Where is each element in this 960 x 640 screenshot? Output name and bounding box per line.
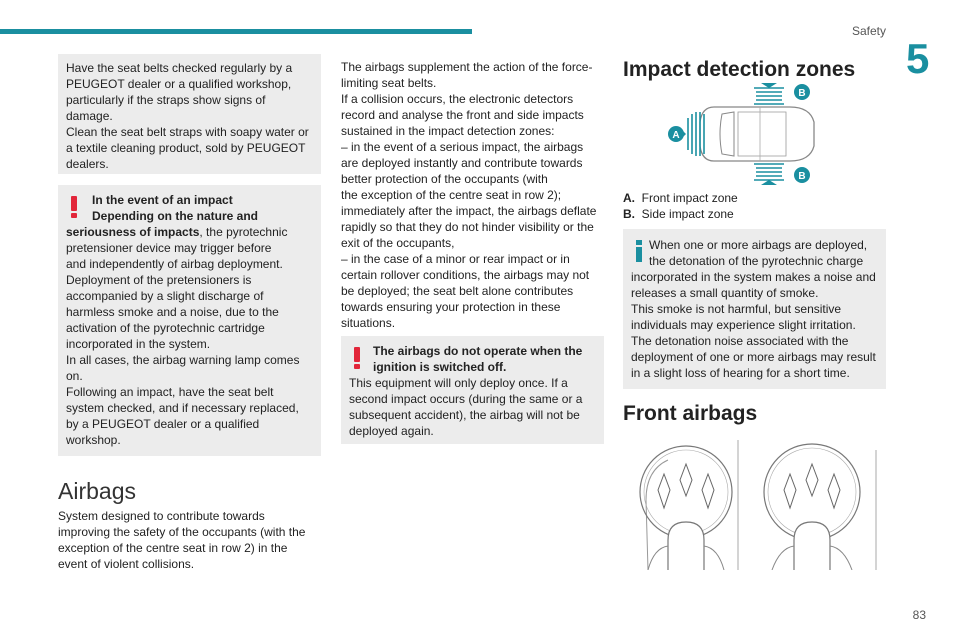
impact-zones-heading: Impact detection zones bbox=[623, 58, 856, 81]
box-line: Deployment of the pretensioners is bbox=[66, 273, 252, 287]
text-line: exit of the occupants, bbox=[341, 236, 455, 250]
text-line: better protection of the occupants (with bbox=[341, 172, 548, 186]
box-line: system checked, and if necessary replaced, bbox=[66, 401, 299, 415]
text-line: The airbags supplement the action of the force- bbox=[341, 60, 593, 74]
box-line: in a slight loss of hearing for a short time. bbox=[631, 366, 850, 380]
box-line: damage. bbox=[66, 109, 113, 123]
box-line: deployment of one or more airbags may result bbox=[631, 350, 876, 364]
box-line: workshop. bbox=[66, 433, 121, 447]
warning-icon bbox=[354, 347, 360, 369]
legend-a bbox=[623, 190, 738, 206]
box-line: The detonation noise associated with the bbox=[631, 334, 849, 348]
info-box bbox=[623, 229, 886, 389]
text-line: If a collision occurs, the electronic detectors bbox=[341, 92, 574, 106]
text-line: – in the case of a minor or rear impact or in bbox=[341, 252, 570, 266]
warning-icon bbox=[71, 196, 77, 218]
box-line: In all cases, the airbag warning lamp comes bbox=[66, 353, 300, 367]
legend-text: Front impact zone bbox=[641, 191, 738, 205]
text-line: immediately after the impact, the airbags deflate bbox=[341, 204, 597, 218]
box-line: This smoke is not harmful, but sensitive bbox=[631, 302, 842, 316]
text-line: exception of the centre seat in row 2) in the bbox=[58, 541, 288, 555]
passenger-head bbox=[794, 522, 830, 570]
text-line: sustained in the impact detection zones: bbox=[341, 124, 555, 138]
box-line bbox=[66, 224, 321, 240]
box-line: and independently of airbag deployment. bbox=[66, 257, 283, 271]
box-line: Have the seat belts checked regularly by a bbox=[66, 61, 293, 75]
box-line: particularly if the straps show signs of bbox=[66, 93, 266, 107]
text-line: be deployed; the seat belt alone contributes bbox=[341, 284, 574, 298]
box-line: releases a small quantity of smoke. bbox=[631, 286, 819, 300]
label-a: A bbox=[672, 130, 680, 141]
legend-b bbox=[623, 206, 734, 222]
box-line: the detonation of the pyrotechnic charge bbox=[649, 254, 864, 268]
airbag-warning-box bbox=[341, 336, 604, 444]
text-line: rapidly so that they do not hinder visibility or the bbox=[341, 220, 594, 234]
impact-zones-diagram bbox=[660, 82, 820, 186]
box-line: incorporated in the system. bbox=[66, 337, 211, 351]
box-line: incorporated in the system makes a noise and bbox=[631, 270, 876, 284]
car-roof bbox=[738, 112, 786, 156]
warning-title: The airbags do not operate when the bbox=[373, 344, 583, 358]
box-line: on. bbox=[66, 369, 83, 383]
box-line: individuals may experience slight irritation. bbox=[631, 318, 856, 332]
lead-rest: , the pyrotechnic bbox=[199, 225, 288, 239]
box-line: When one or more airbags are deployed, bbox=[649, 238, 868, 252]
front-airbags-illustration bbox=[628, 430, 884, 570]
text-line: – in the event of a serious impact, the airbags bbox=[341, 140, 584, 154]
text-line: limiting seat belts. bbox=[341, 76, 437, 90]
box-line: Clean the seat belt straps with soapy water or bbox=[66, 125, 309, 139]
box-line: second impact occurs (during the same or a bbox=[349, 392, 583, 406]
warning-subtitle: Depending on the nature and bbox=[92, 209, 259, 223]
text-line: record and analyse the front and side impacts bbox=[341, 108, 584, 122]
impact-warning-box bbox=[58, 185, 321, 456]
legend-key: A. bbox=[623, 191, 635, 205]
warning-subtitle: ignition is switched off. bbox=[373, 360, 507, 374]
box-line: by a PEUGEOT dealer or a qualified bbox=[66, 417, 260, 431]
text-line: towards ensuring your protection in these bbox=[341, 300, 561, 314]
side-impact-top-arrows bbox=[754, 88, 784, 104]
legend-key: B. bbox=[623, 207, 635, 221]
text-line: are deployed instantly and contribute towards bbox=[341, 156, 583, 170]
header-accent-bar bbox=[0, 29, 472, 34]
box-line: pretensioner device may trigger before bbox=[66, 241, 272, 255]
box-line: This equipment will only deploy once. If a bbox=[349, 376, 568, 390]
box-line: accompanied by a slight discharge of bbox=[66, 289, 264, 303]
front-impact-arrows bbox=[688, 112, 704, 156]
legend-text: Side impact zone bbox=[641, 207, 734, 221]
car-windshield bbox=[720, 112, 734, 156]
box-line: Following an impact, have the seat belt bbox=[66, 385, 274, 399]
box-line: dealers. bbox=[66, 157, 109, 171]
text-line: improving the safety of the occupants (with the bbox=[58, 525, 306, 539]
page-number: 83 bbox=[912, 608, 926, 622]
text-line: System designed to contribute towards bbox=[58, 509, 265, 523]
airbags-intro bbox=[58, 508, 328, 572]
text-line: the exception of the centre seat in row 2); bbox=[341, 188, 562, 202]
front-airbags-heading: Front airbags bbox=[623, 402, 758, 425]
box-line: activation of the pyrotechnic cartridge bbox=[66, 321, 265, 335]
label-b-top: B bbox=[798, 88, 806, 99]
driver-head bbox=[668, 522, 704, 570]
side-impact-bottom-arrows bbox=[754, 164, 784, 180]
label-b-bottom: B bbox=[798, 171, 806, 182]
text-line: event of violent collisions. bbox=[58, 557, 195, 571]
box-line: a textile cleaning product, sold by PEUGEOT bbox=[66, 141, 306, 155]
bold-lead: seriousness of impacts bbox=[66, 225, 200, 239]
box-line: harmless smoke and a noise, due to the bbox=[66, 305, 279, 319]
text-line: situations. bbox=[341, 316, 396, 330]
seatbelt-check-box bbox=[58, 54, 321, 174]
warning-title: In the event of an impact bbox=[92, 193, 233, 207]
section-label: Safety bbox=[851, 24, 886, 38]
box-line: PEUGEOT dealer or a qualified workshop, bbox=[66, 77, 292, 91]
box-line: deployed again. bbox=[349, 424, 434, 438]
text-line: certain rollover conditions, the airbags may not bbox=[341, 268, 590, 282]
info-icon bbox=[636, 240, 642, 262]
airbags-operation-text bbox=[341, 59, 611, 331]
box-line: subsequent accident), the airbag will not be bbox=[349, 408, 580, 422]
car-outline bbox=[700, 107, 814, 161]
chapter-number: 5 bbox=[906, 35, 930, 82]
airbags-heading: Airbags bbox=[58, 478, 136, 504]
